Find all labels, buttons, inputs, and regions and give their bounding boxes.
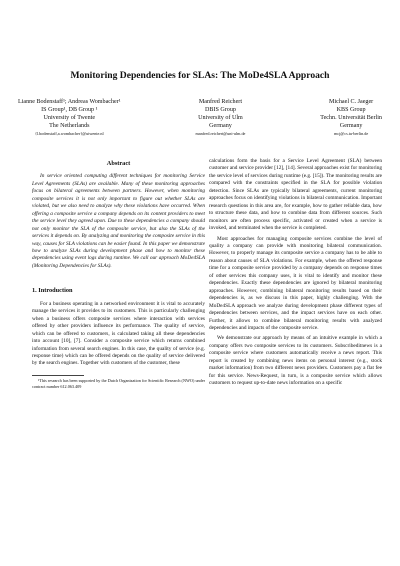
author-names: Manfred Reichert [198, 99, 243, 105]
author-block [18, 98, 382, 137]
author-group: DBIS Group [204, 107, 236, 113]
footnote: ¹This research has been supported by the Dutch Organization for Scientific Research (NWO) under contract number 612.063.409 [32, 377, 205, 389]
author-location: Germany [209, 123, 232, 129]
body-paragraph: We demonstrate our approach by means of an intuitive example in which a company offers two composite services to its customers. Subscribeditnews is a composite service where customers automatically receive a news report. This report is created by combining news items on personal interest (e.g., stock market information) from two different news providers. Customers pay a flat fee for this service. News-Request, in turn, is a composite service which allows customers to request up-to-date news information on a specific [209, 335, 382, 387]
author-affiliation: Techn. Universität Berlin [320, 115, 382, 121]
right-column [209, 158, 382, 388]
author-affiliation: University of Ulm [198, 115, 243, 121]
abstract-heading: Abstract [106, 160, 131, 167]
author-location: The Netherlands [49, 123, 90, 129]
left-column [32, 160, 205, 389]
author-group: IS Group¹, DB Group ¹ [41, 107, 98, 113]
author-location: Germany [339, 123, 363, 129]
author-3 [320, 98, 382, 137]
abstract-text: In service oriented computing different techniques for monitoring Service Level Agreements (SLAs) are available. Many of these monitoring approaches focus on bilateral agreements between partners. However, when monitoring composite services it is not only important to figure out whether SLAs are violated, but we also need to analyze why these violations have occurred. When offering a composite service a company depends on its content providers to meet the service level they agreed upon. Due to these dependencies a company should not only monitor the SLA of the composite service, but also the SLAs of the services it depends on. By analyzing and monitoring the composite service in this way, causes for SLA violations can be easier found. In this paper we demonstrate how to analyze SLAs during development phase and how to monitor these dependencies using event logs during runtime. We call our approach MoDe4SLA (Monitoring Dependencies for SLAs). [32, 173, 205, 269]
author-names: Michael C. Jaeger [329, 99, 374, 105]
section-heading: 1. Introduction [32, 287, 73, 295]
footnote-divider [32, 375, 84, 376]
author-affiliation: University of Twente [43, 115, 96, 121]
body-paragraph: Most approaches for managing composite services combine the level of quality a company can provide with monitoring bilateral communication. However, to properly manage its composite service a company has to be able to reason about causes of SLA violations. For example, when the offered response time for a composite service provided by a company depends on response times of other services this company uses, it is vital to identify and monitor these dependencies. Exactly these dependencies are ignored by bilateral monitoring approaches. However, combining bilateral monitoring results based on their dependencies is, as we discuss in this paper, highly challenging. With the MoDe4SLA approach we analyze during development phase different types of dependencies between services, and the impact services have on each other. Further, it allows to combine bilateral monitoring results with analyzed dependencies and impacts of the composite service. [209, 235, 382, 331]
author-email: manfred.reichert@uni-ulm.de [195, 131, 246, 136]
paper-title: Monitoring Dependencies for SLAs: The MoDe4SLA Approach [70, 70, 330, 81]
author-2 [196, 98, 246, 137]
author-group: KBS Group [336, 107, 366, 113]
author-email: mcj@cs.tu-berlin.de [334, 131, 369, 136]
author-1 [18, 98, 121, 137]
body-paragraph: calculations form the basis for a Service Level Agreement (SLA) between customer and service provider [12], [14]. Several approaches exist for monitoring the service level of services during runtime (e.g. [15]). The monitoring results are compared with the constraints specified in the SLA for possible violation detection. Since SLAs are typically bilateral agreements, current monitoring approaches focus on identifying violations in bilateral communication. Important research questions in this area are, for example, how to gather reliable data, how to structure these data, and how to combine data from different sources. Such monitors are often process specific, activated or created when a service is invoked, and terminated when the service is completed. [209, 158, 382, 232]
author-names: Lianne Bodenstaff¹; Andreas Wombacher¹ [18, 99, 121, 105]
intro-paragraph: For a business operating in a networked environment it is vital to accurately manage the services it provides to its customers. This is particularly challenging when a business offers composite services where interaction with services offered by other providers influence its performance. The quality of service, which can be offered to customers, is calculated taking all these dependencies into account [10], [7]. Consider a composite service which returns combined information from several search engines. In this case, the quality of service (e.g. response time) which can be offered depends on the quality of service delivered by the search engines. Together with customers of the customer, these [32, 300, 205, 367]
author-email: {l.bodenstaff,a.wombacher}@utwente.nl [34, 131, 104, 136]
